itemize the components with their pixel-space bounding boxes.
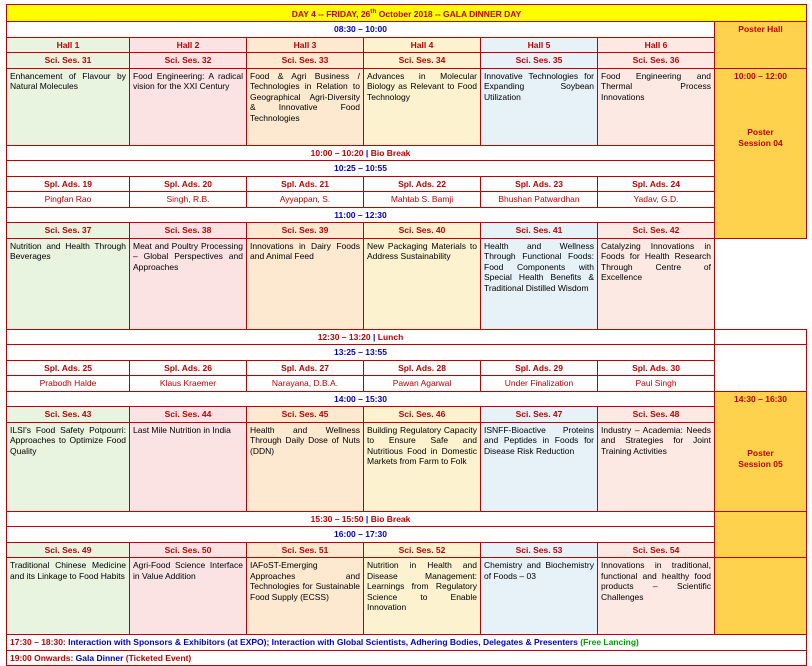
session-title: Health and Wellness Through Functional Foods: Food Components with Special Health Benefits & Traditional Distilled Wisdom bbox=[481, 238, 598, 329]
ads2-time: 13:25 – 13:55 bbox=[7, 345, 715, 361]
session-title: New Packaging Materials to Address Sustainability bbox=[364, 238, 481, 329]
session-title-row-1 bbox=[7, 68, 807, 145]
hall-header-3: Hall 3 bbox=[247, 37, 364, 53]
bio-break-1-time: 10:00 – 10:20 bbox=[310, 147, 364, 158]
bio-break-2-time: 15:30 – 15:50 bbox=[310, 513, 364, 524]
hall-header-4: Hall 4 bbox=[364, 37, 481, 53]
session-title: ISNFF-Bioactive Proteins and Peptides in Foods for Disease Risk Reduction bbox=[481, 422, 598, 511]
session-title: Nutrition and Health Through Beverages bbox=[7, 238, 130, 329]
footer-row-1 bbox=[7, 635, 807, 651]
day-banner-prefix: DAY 4 -- FRIDAY, 26 bbox=[291, 8, 371, 19]
ads-speaker: Under Finalization bbox=[481, 376, 598, 392]
session-code: Sci. Ses. 31 bbox=[7, 53, 130, 69]
bio-break-2-label: Bio Break bbox=[370, 513, 411, 524]
session-title: Traditional Chinese Medicine and its Linkage to Food Habits bbox=[7, 558, 130, 635]
session-title: Building Regulatory Capacity to Ensure Safe and Nutritious Food in Domestic Markets from Farm to Folk bbox=[364, 422, 481, 511]
ads-code: Spl. Ads. 28 bbox=[364, 360, 481, 376]
session-code: Sci. Ses. 46 bbox=[364, 407, 481, 423]
session-title: Agri-Food Science Interface in Value Addition bbox=[130, 558, 247, 635]
session-code: Sci. Ses. 36 bbox=[598, 53, 715, 69]
session-title: Health and Wellness Through Daily Dose of Nuts (DDN) bbox=[247, 422, 364, 511]
ads-code: Spl. Ads. 29 bbox=[481, 360, 598, 376]
bio-break-1 bbox=[7, 145, 715, 161]
ads-speaker: Prabodh Halde bbox=[7, 376, 130, 392]
bio-break-2-sep: | bbox=[365, 513, 369, 524]
session-code: Sci. Ses. 32 bbox=[130, 53, 247, 69]
slot2-time-row bbox=[7, 207, 807, 223]
slot1-time: 08:30 – 10:00 bbox=[7, 22, 715, 38]
ads-code: Spl. Ads. 21 bbox=[247, 176, 364, 192]
session-title: Nutrition in Health and Disease Management: Learnings from Regulatory Science to Enable Innovation bbox=[364, 558, 481, 635]
slot1-time-row bbox=[7, 22, 807, 38]
session-code: Sci. Ses. 38 bbox=[130, 223, 247, 239]
slot2-time: 11:00 – 12:30 bbox=[7, 207, 715, 223]
session-code: Sci. Ses. 52 bbox=[364, 542, 481, 558]
ads-code: Spl. Ads. 20 bbox=[130, 176, 247, 192]
day-banner-suffix: October 2018 -- GALA DINNER DAY bbox=[376, 8, 522, 19]
session-code: Sci. Ses. 33 bbox=[247, 53, 364, 69]
session-code-row-3 bbox=[7, 407, 807, 423]
session-code: Sci. Ses. 44 bbox=[130, 407, 247, 423]
session-title: IAFoST-Emerging Approaches and Technologies for Sustainable Food Supply (ECSS) bbox=[247, 558, 364, 635]
poster-time-04: 10:00 – 12:00 bbox=[734, 70, 787, 81]
footer-line-1 bbox=[7, 635, 807, 651]
ads-speaker: Yadav, G.D. bbox=[598, 192, 715, 208]
lunch-time: 12:30 – 13:20 bbox=[317, 331, 371, 342]
session-code: Sci. Ses. 35 bbox=[481, 53, 598, 69]
session-title: ILSI's Food Safety Potpourri: Approaches to Optimize Food Quality bbox=[7, 422, 130, 511]
session-code: Sci. Ses. 40 bbox=[364, 223, 481, 239]
ads-speaker: Mahtab S. Bamji bbox=[364, 192, 481, 208]
lunch-label: Lunch bbox=[377, 331, 404, 342]
session-code-row-2 bbox=[7, 223, 807, 239]
footer-line-2-time: 19:00 Onwards: bbox=[10, 652, 74, 663]
session-title: Food & Agri Business / Technologies in Relation to Geographical Agri-Diversity & Innovative Food Technologies bbox=[247, 68, 364, 145]
bio-break-2-row bbox=[7, 511, 807, 527]
schedule-table bbox=[6, 4, 807, 666]
hall-header-row bbox=[7, 37, 807, 53]
footer-line-2 bbox=[7, 650, 807, 666]
ads-name-row-2 bbox=[7, 376, 807, 392]
ads-code-row-2 bbox=[7, 360, 807, 376]
day-banner-row bbox=[7, 5, 807, 22]
session-title-row-4 bbox=[7, 558, 807, 635]
ads-code: Spl. Ads. 24 bbox=[598, 176, 715, 192]
ads-code-row-1 bbox=[7, 176, 807, 192]
lunch-row bbox=[7, 329, 807, 345]
footer-line-1-time: 17:30 – 18:30: bbox=[10, 637, 66, 648]
poster-session-04-line2: Session 04 bbox=[738, 137, 783, 148]
session-title-row-2 bbox=[7, 238, 807, 329]
session-title-row-3 bbox=[7, 422, 807, 511]
session-title: Innovations in traditional, functional and healthy food products – Scientific Challenges bbox=[598, 558, 715, 635]
slot3-time: 14:00 – 15:30 bbox=[7, 391, 715, 407]
ads-speaker: Narayana, D.B.A. bbox=[247, 376, 364, 392]
footer-line-2-note: (Ticketed Event) bbox=[125, 652, 192, 663]
session-title: Food Engineering: A radical vision for the XXI Century bbox=[130, 68, 247, 145]
ads-speaker: Klaus Kraemer bbox=[130, 376, 247, 392]
session-title: Enhancement of Flavour by Natural Molecules bbox=[7, 68, 130, 145]
poster-session-04-line1: Poster bbox=[747, 127, 774, 138]
session-code: Sci. Ses. 54 bbox=[598, 542, 715, 558]
ads1-time: 10:25 – 10:55 bbox=[7, 161, 715, 177]
slot4-time-row bbox=[7, 527, 807, 543]
session-code: Sci. Ses. 53 bbox=[481, 542, 598, 558]
session-title: Meat and Poultry Processing – Global Perspectives and Approaches bbox=[130, 238, 247, 329]
session-code: Sci. Ses. 51 bbox=[247, 542, 364, 558]
session-code: Sci. Ses. 47 bbox=[481, 407, 598, 423]
poster-tail-cell bbox=[715, 511, 807, 558]
session-code-row-4 bbox=[7, 542, 807, 558]
ads-code: Spl. Ads. 23 bbox=[481, 176, 598, 192]
session-title: Innovative Technologies for Expanding Soybean Utilization bbox=[481, 68, 598, 145]
footer-line-1-text: Interaction with Sponsors & Exhibitors (at EXPO); Interaction with Global Scientists, Adhering Bodies, Delegates & Presenters bbox=[65, 637, 581, 648]
session-code: Sci. Ses. 50 bbox=[130, 542, 247, 558]
session-title: Last Mile Nutrition in India bbox=[130, 422, 247, 511]
ads-code: Spl. Ads. 27 bbox=[247, 360, 364, 376]
poster-tail-cell-2 bbox=[715, 558, 807, 635]
poster-time-05: 14:30 – 16:30 bbox=[734, 393, 787, 404]
ads-name-row-1 bbox=[7, 192, 807, 208]
poster-session-05-cell bbox=[715, 391, 807, 511]
ads-speaker: Paul Singh bbox=[598, 376, 715, 392]
poster-gap-cell-2 bbox=[715, 345, 807, 392]
session-code: Sci. Ses. 42 bbox=[598, 223, 715, 239]
bio-break-2 bbox=[7, 511, 715, 527]
ads-code: Spl. Ads. 30 bbox=[598, 360, 715, 376]
poster-session-04-cell bbox=[715, 68, 807, 238]
session-title: Food Engineering and Thermal Process Innovations bbox=[598, 68, 715, 145]
slot3-time-row bbox=[7, 391, 807, 407]
ads-code: Spl. Ads. 26 bbox=[130, 360, 247, 376]
session-code: Sci. Ses. 41 bbox=[481, 223, 598, 239]
session-title: Chemistry and Biochemistry of Foods – 03 bbox=[481, 558, 598, 635]
session-code: Sci. Ses. 48 bbox=[598, 407, 715, 423]
session-title: Advances in Molecular Biology as Relevant to Food Technology bbox=[364, 68, 481, 145]
ads-code: Spl. Ads. 22 bbox=[364, 176, 481, 192]
ads-speaker: Pingfan Rao bbox=[7, 192, 130, 208]
ads-speaker: Bhushan Patwardhan bbox=[481, 192, 598, 208]
day-banner-sup: th bbox=[370, 8, 377, 15]
lunch-bar bbox=[7, 329, 715, 345]
ads1-time-row bbox=[7, 161, 807, 177]
session-code: Sci. Ses. 39 bbox=[247, 223, 364, 239]
poster-gap-cell bbox=[715, 329, 807, 345]
slot4-time: 16:00 – 17:30 bbox=[7, 527, 715, 543]
day-banner bbox=[7, 5, 807, 22]
bio-break-1-sep: | bbox=[365, 147, 369, 158]
lunch-sep: | bbox=[373, 331, 376, 342]
ads2-time-row bbox=[7, 345, 807, 361]
hall-header-2: Hall 2 bbox=[130, 37, 247, 53]
footer-line-2-text: Gala Dinner bbox=[73, 652, 126, 663]
hall-header-6: Hall 6 bbox=[598, 37, 715, 53]
ads-speaker: Singh, R.B. bbox=[130, 192, 247, 208]
ads-code: Spl. Ads. 25 bbox=[7, 360, 130, 376]
footer-row-2 bbox=[7, 650, 807, 666]
session-code: Sci. Ses. 43 bbox=[7, 407, 130, 423]
footer-line-1-note: (Free Lancing) bbox=[580, 637, 639, 648]
session-code: Sci. Ses. 37 bbox=[7, 223, 130, 239]
session-code: Sci. Ses. 45 bbox=[247, 407, 364, 423]
bio-break-1-row bbox=[7, 145, 807, 161]
hall-header-1: Hall 1 bbox=[7, 37, 130, 53]
poster-hall-header: Poster Hall bbox=[715, 22, 807, 69]
bio-break-1-label: Bio Break bbox=[370, 147, 411, 158]
session-code: Sci. Ses. 49 bbox=[7, 542, 130, 558]
poster-session-05-line2: Session 05 bbox=[738, 458, 783, 469]
ads-speaker: Pawan Agarwal bbox=[364, 376, 481, 392]
session-title: Innovations in Dairy Foods and Animal Feed bbox=[247, 238, 364, 329]
poster-session-05-line1: Poster bbox=[747, 448, 774, 459]
session-title: Catalyzing Innovations in Foods for Health Research Through Centre of Excellence bbox=[598, 238, 715, 329]
hall-header-5: Hall 5 bbox=[481, 37, 598, 53]
ads-speaker: Ayyappan, S. bbox=[247, 192, 364, 208]
session-code-row-1 bbox=[7, 53, 807, 69]
session-title: Industry – Academia: Needs and Strategies for Joint Training Activities bbox=[598, 422, 715, 511]
ads-code: Spl. Ads. 19 bbox=[7, 176, 130, 192]
session-code: Sci. Ses. 34 bbox=[364, 53, 481, 69]
